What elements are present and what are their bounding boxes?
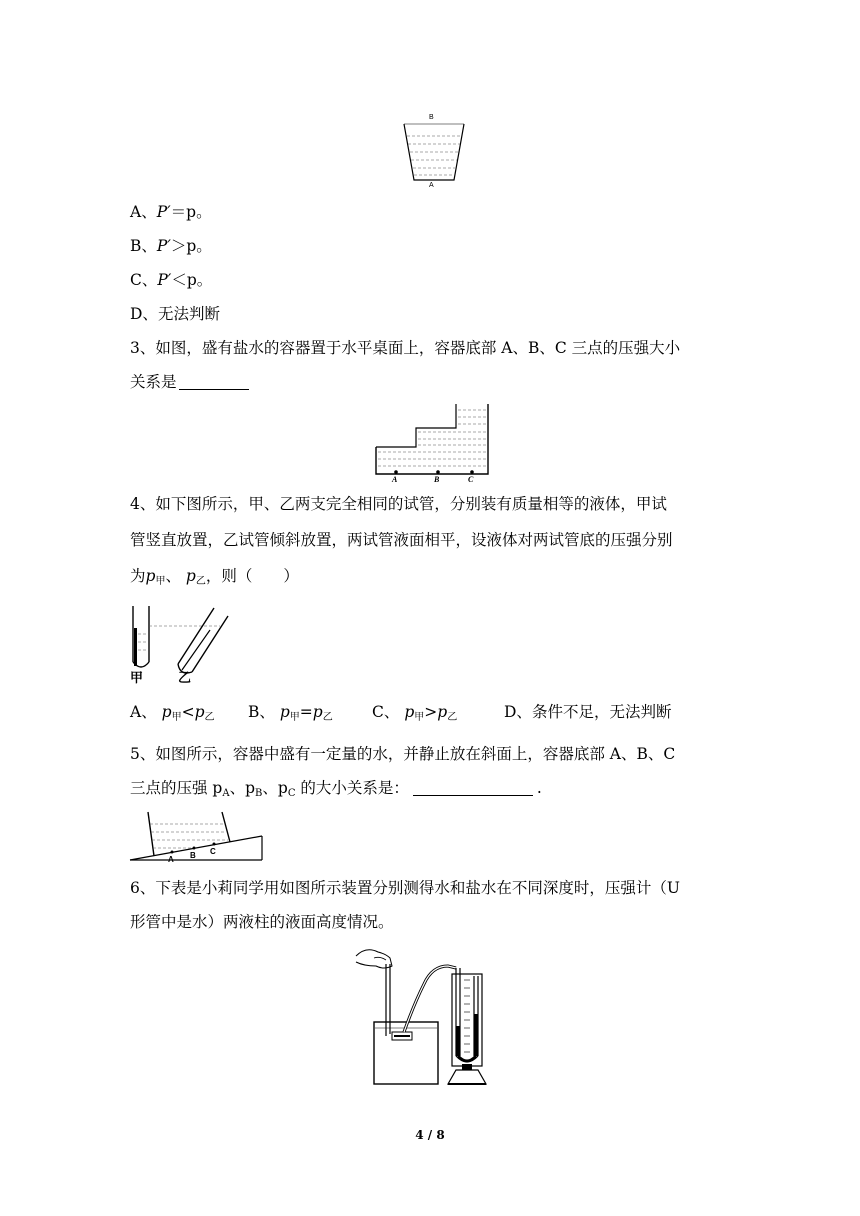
fig5-label-a: A [168,855,174,864]
q6-text-line2: 形管中是水）两液柱的液面高度情况。 [130,913,394,931]
q4-option-d: D、条件不足，无法判断 [504,703,672,721]
q2-option-b: B、P′＞p。 [130,237,212,255]
q3-answer-blank [179,374,249,390]
fig5-label-b: B [190,851,196,860]
figure-test-tubes [128,604,238,684]
fig5-label-c: C [210,847,216,856]
fig1-label-bottom: A [429,182,434,188]
figure-container-on-slope [128,808,268,864]
q2-option-d: D、无法判断 [130,305,220,323]
q3-text-line2: 关系是 [130,372,249,392]
q5-text-line2: 三点的压强 $p_A$、$p_B$、$p_C$ 的大小关系是： . [130,779,542,799]
q4-text-line1: 4、如下图所示，甲、乙两支完全相同的试管，分别装有质量相等的液体，甲试 [130,495,667,513]
fig3-label-a: A [392,475,398,482]
fig1-label-top: B [429,114,434,121]
q4-text-line2: 管竖直放置，乙试管倾斜放置，两试管液面相平，设液体对两试管底的压强分别 [130,531,673,549]
fig4-label-yi: 乙 [178,671,192,684]
q2-option-c: C、P′＜p。 [130,271,213,289]
figure-container-trapezoid [392,108,482,188]
q4-options [130,702,671,728]
q4-option-a: A、 $p_甲<p_乙$ [130,703,215,723]
q6-text-line1: 6、下表是小莉同学用如图所示装置分别测得水和盐水在不同深度时，压强计（U [130,879,680,897]
fig3-label-b: B [434,475,440,482]
q5-text-line1: 5、如图所示，容器中盛有一定量的水，并静止放在斜面上，容器底部 A、B、C [130,745,676,763]
figure-stepped-container [370,402,494,482]
page-number: 4 / 8 [415,1128,445,1142]
q4-option-c: C、 $p_甲>p_乙$ [372,703,458,723]
fig3-label-c: C [468,475,474,482]
q3-text-line1: 3、如图，盛有盐水的容器置于水平桌面上，容器底部 A、B、C 三点的压强大小 [130,339,681,357]
q4-option-b: B、 $p_甲=p_乙$ [248,703,333,723]
q5-answer-blank [413,780,533,796]
q4-text-line3: 为$p_甲$、 $p_乙$，则（ ） [130,567,299,587]
figure-pressure-gauge-apparatus [352,944,502,1088]
fig4-label-jia: 甲 [130,671,144,684]
q2-option-a: A、P′＝p。 [130,203,212,221]
